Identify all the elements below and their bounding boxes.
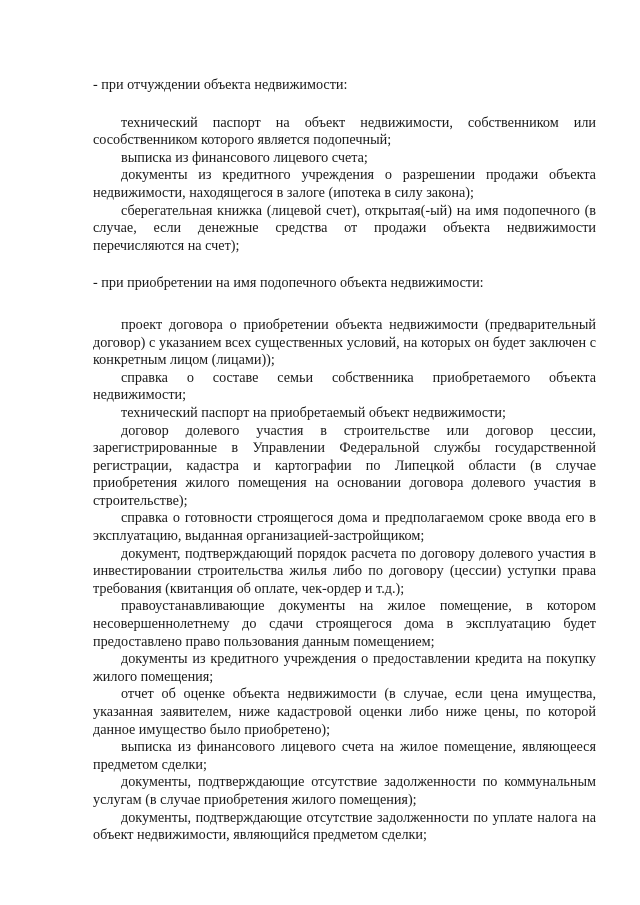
list-item: документы, подтверждающие отсутствие задолженности по коммунальным услугам (в случае приобретения жилого помещения); [93,774,596,808]
list-item: справка о готовности строящегося дома и предполагаемом сроке ввода его в эксплуатацию, выданная организацией-застройщиком; [93,510,596,545]
list-item: сберегательная книжка (лицевой счет), открытая(-ый) на имя подопечного (в случае, если денежные средства от продажи объекта недвижимости перечисляются на счет); [93,202,596,254]
list-item: технический паспорт на приобретаемый объект недвижимости; [121,404,506,421]
document-body [93,77,596,845]
list-item: проект договора о приобретении объекта недвижимости (предварительный договор) с указанием всех существенных условий, на которых он будет заключен с конкретным лицом (лицами)); [93,316,596,369]
list-item: договор долевого участия в строительстве или договор цессии, зарегистрированные в Управлении Федеральной службы государственной регистрации, кадастра и картографии по Липецкой области (в случае приобретения жилого помещения на основании договора долевого участия в строительстве); [93,422,596,509]
section-heading-alienation: - при отчуждении объекта недвижимости: [93,77,348,93]
list-item: документ, подтверждающий порядок расчета по договору долевого участия в инвестировании строительства жилья либо по договору (цессии) уступки права требования (квитанция об оплате, чек-ордер и т.д.); [93,545,596,597]
list-item: выписка из финансового лицевого счета; [121,149,368,166]
list-item: технический паспорт на объект недвижимости, собственником или сособственником которого является подопечный; [93,114,596,149]
list-item: справка о составе семьи собственника приобретаемого объекта недвижимости; [93,369,596,404]
list-item: выписка из финансового лицевого счета на жилое помещение, являющееся предметом сделки; [93,739,596,773]
list-item: документы, подтверждающие отсутствие задолженности по уплате налога на объект недвижимости, являющийся предметом сделки; [93,809,596,844]
list-item: документы из кредитного учреждения о предоставлении кредита на покупку жилого помещения; [93,651,596,685]
list-item: правоустанавливающие документы на жилое помещение, в котором несовершеннолетнему до сдачи строящегося дома в эксплуатацию будет предоставлено право пользования данным помещением; [93,598,596,650]
list-item: документы из кредитного учреждения о разрешении продажи объекта недвижимости, находящегося в залоге (ипотека в силу закона); [93,167,596,201]
list-item: отчет об оценке объекта недвижимости (в случае, если цена имущества, указанная заявителем, ниже кадастровой оценки либо ниже цены, по которой данное имущество было приобретено); [93,686,596,738]
section-heading-acquisition: - при приобретении на имя подопечного объекта недвижимости: [93,275,484,292]
